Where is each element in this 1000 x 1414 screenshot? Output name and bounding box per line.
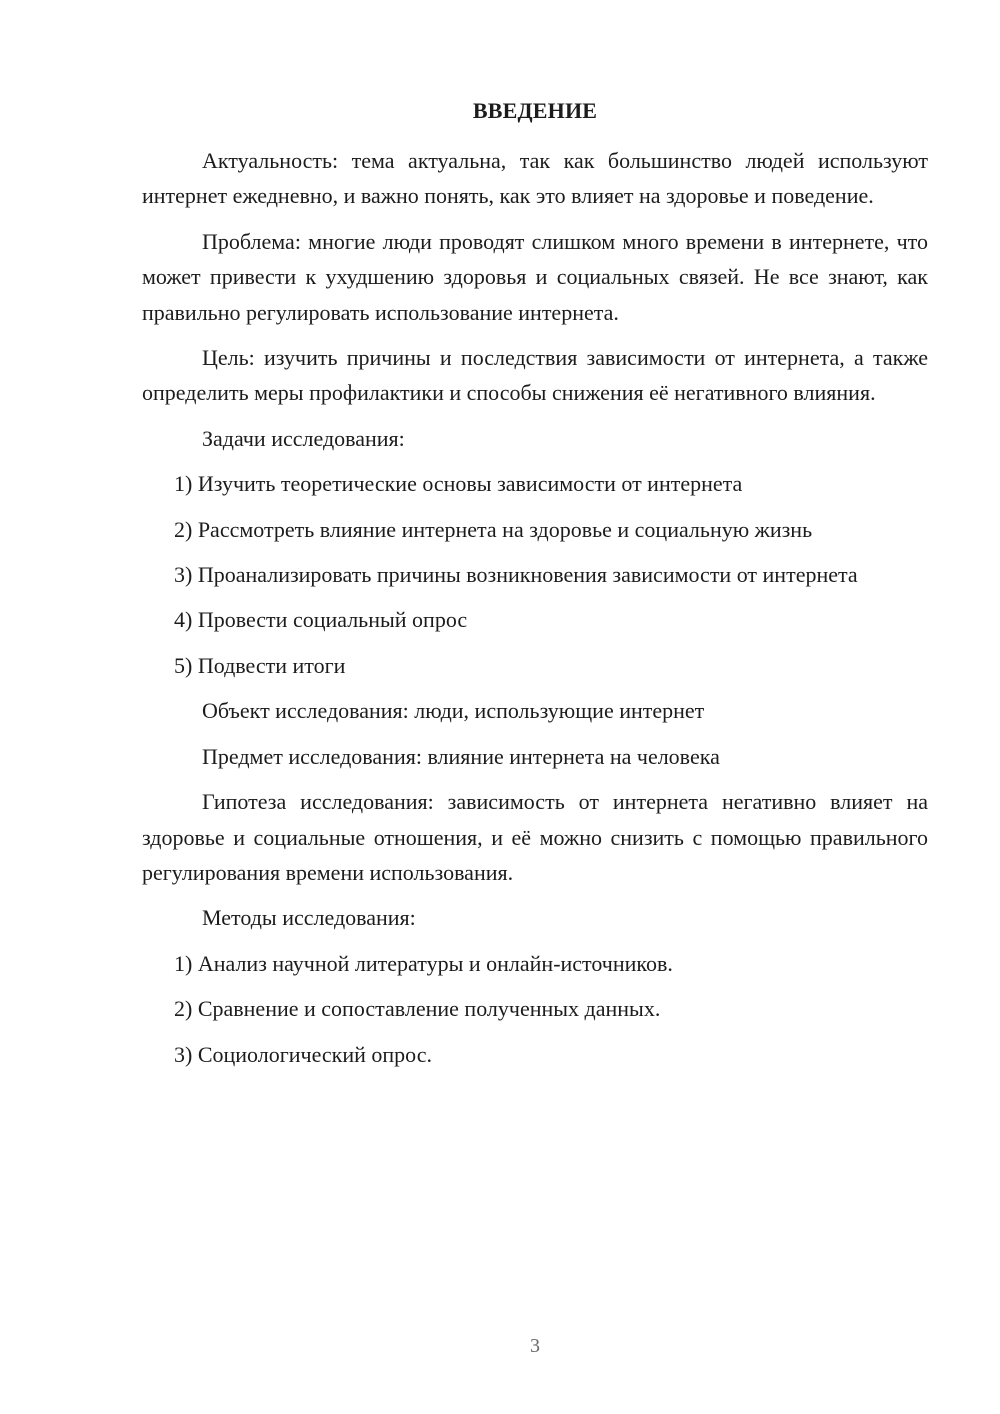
- paragraph-relevance: Актуальность: тема актуальна, так как большинство людей используют интернет ежедневно, и важно понять, как это влияет на здоровье и поведение.: [142, 148, 928, 209]
- paragraph-hypothesis: Гипотеза исследования: зависимость от интернета негативно влияет на здоровье и социальные отношения, и её можно снизить с помощью правильного регулирования времени использования.: [142, 789, 928, 885]
- task-item: 1) Изучить теоретические основы зависимости от интернета: [174, 471, 743, 497]
- methods-heading: Методы исследования:: [202, 905, 416, 931]
- paragraph-goal: Цель: изучить причины и последствия зависимости от интернета, а также определить меры профилактики и способы снижения её негативного влияния.: [142, 345, 928, 406]
- page-number: 3: [530, 1335, 540, 1357]
- paragraph-object: Объект исследования: люди, использующие интернет: [202, 698, 705, 724]
- task-item: 4) Провести социальный опрос: [174, 607, 468, 633]
- method-item: 2) Сравнение и сопоставление полученных данных.: [174, 996, 661, 1022]
- method-item: 3) Социологический опрос.: [174, 1041, 432, 1067]
- document-body: [142, 143, 928, 1072]
- tasks-heading: Задачи исследования:: [202, 425, 405, 451]
- paragraph-problem: Проблема: многие люди проводят слишком много времени в интернете, что может привести к ухудшению здоровья и социальных связей. Не все знают, как правильно регулировать использование интернета.: [142, 228, 928, 325]
- paragraph-subject: Предмет исследования: влияние интернета на человека: [202, 743, 720, 769]
- task-item: 5) Подвести итоги: [174, 652, 346, 678]
- task-item: 3) Проанализировать причины возникновения зависимости от интернета: [174, 562, 858, 588]
- method-item: 1) Анализ научной литературы и онлайн-источников.: [174, 950, 673, 976]
- section-title: ВВЕДЕНИЕ: [472, 98, 598, 123]
- task-item: 2) Рассмотреть влияние интернета на здоровье и социальную жизнь: [174, 516, 813, 542]
